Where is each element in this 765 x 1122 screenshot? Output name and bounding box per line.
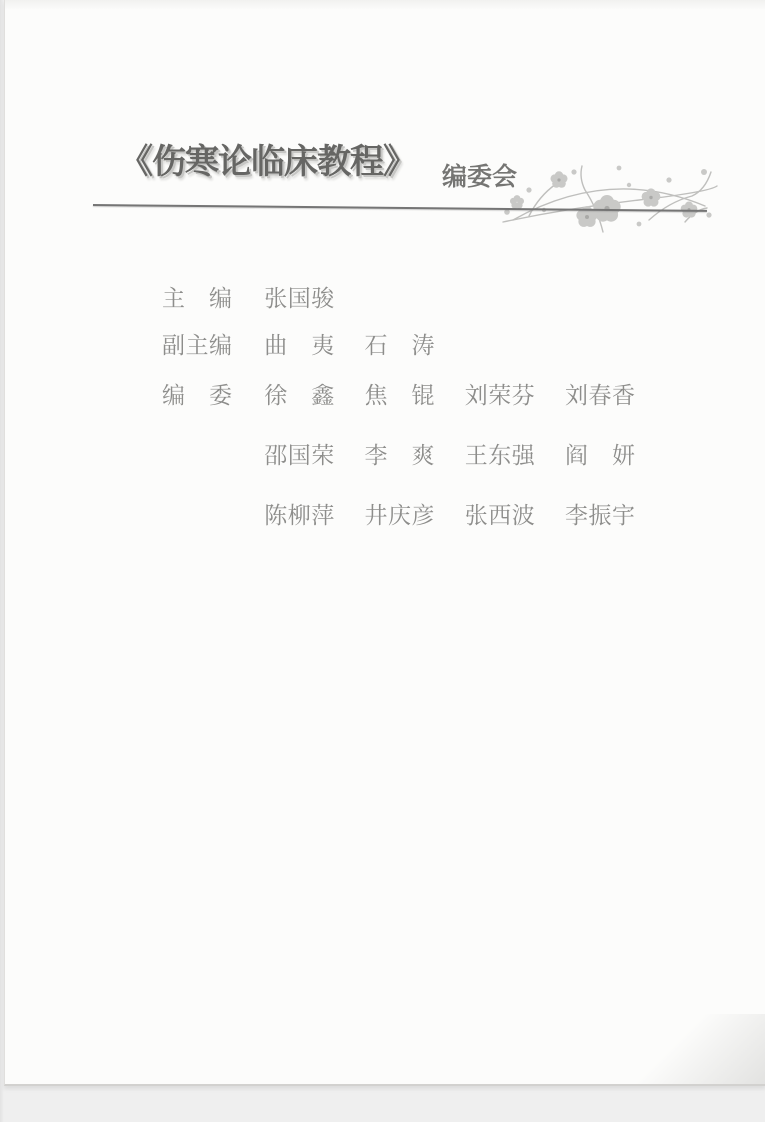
editor-name: 刘春香 <box>565 383 636 408</box>
editor-name: 陈柳萍 <box>264 503 335 528</box>
editor-name: 阎 妍 <box>565 443 636 468</box>
editor-name: 刘荣芬 <box>464 383 536 408</box>
chief-editor-label: 主 编 <box>162 286 233 311</box>
editor-name: 李 爽 <box>364 443 435 468</box>
scanned-page <box>4 0 765 1086</box>
editor-name: 邵国荣 <box>264 443 335 468</box>
board-member-row <box>162 497 659 534</box>
board-member-row <box>162 377 659 414</box>
editor-name: 徐 鑫 <box>264 383 335 408</box>
editorial-board-list <box>162 280 659 557</box>
plum-blossom-ornament <box>499 160 721 236</box>
deputy-editor-label: 副主编 <box>162 333 233 358</box>
editor-name: 井庆彦 <box>364 503 435 528</box>
editor-name: 石 涛 <box>364 333 435 358</box>
page-corner-shade <box>616 1014 765 1084</box>
editor-name: 李振宇 <box>565 503 636 528</box>
board-label: 编 委 <box>162 383 233 408</box>
board-member-row <box>162 437 659 474</box>
editor-name: 焦 锟 <box>364 383 435 408</box>
chief-editor-row <box>162 280 659 311</box>
committee-label: 编委会 <box>442 163 518 191</box>
book-title: 《伤寒论临床教程》 <box>119 144 416 181</box>
page-top-shade <box>5 0 765 10</box>
editor-name: 曲 夷 <box>264 333 335 358</box>
editor-name: 王东强 <box>464 443 536 468</box>
editor-name: 张西波 <box>464 503 536 528</box>
deputy-editor-row <box>162 327 659 358</box>
editor-name: 张国骏 <box>264 286 335 311</box>
